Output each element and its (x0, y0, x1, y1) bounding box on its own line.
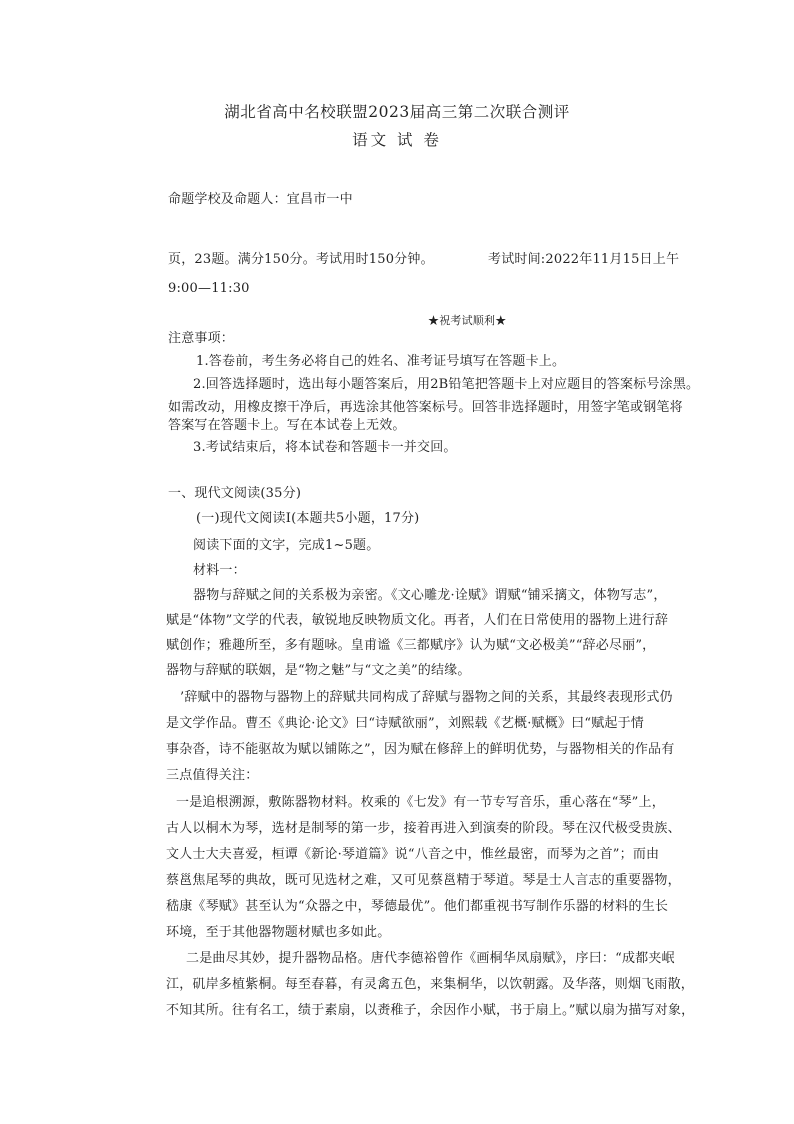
exam-title: 湖北省高中名校联盟2023届高三第二次联合测评 (224, 103, 570, 121)
notice-heading: 注意事项： (168, 331, 235, 346)
exam-time: 考试时间:2022年11月15日上午 (488, 252, 680, 267)
subsection-heading: (一)现代文阅读Ⅰ(本题共5小题，17分) (196, 511, 420, 526)
notice-line: 如需改动，用橡皮擦干净后，再选涂其他答案标号。回答非选择题时，用签字笔或钢笔将 (168, 400, 683, 415)
exam-info: 页，23题。满分150分。考试用时150分钟。 (168, 252, 434, 267)
body-line: 器物与辞赋之间的关系极为亲密。《文心雕龙·诠赋》谓赋“铺采摛文，体物写志”， (193, 588, 667, 603)
body-line: 是文学作品。曹丕《典论·论文》曰“诗赋欲丽”，刘熙载《艺概·赋概》曰“赋起于情 (166, 716, 645, 731)
body-line: 蔡邕焦尾琴的典故，既可见选材之难，又可见蔡邕精于琴道。琴是士人言志的重要器物， (166, 873, 681, 888)
body-line: 文人士大夫喜爱，桓谭《新论·琴道篇》说“八音之中，惟丝最密，而琴为之首”；而由 (166, 847, 660, 862)
body-line: 器物与辞赋的联姻，是“物之魅”与“文之美”的结缘。 (166, 663, 471, 678)
notice-line: 1.答卷前，考生务必将自己的姓名、准考证号填写在答题卡上。 (196, 354, 566, 369)
body-line: 二是曲尽其妙，提升器物品格。唐代李德裕曾作《画桐华凤扇赋》，序曰：“成都夹岷 (186, 951, 675, 966)
body-line: ’辞赋中的器物与器物上的辞赋共同构成了辞赋与器物之间的关系，其最终表现形式仍 (180, 690, 673, 705)
body-line: 一是追根溯源，敷陈器物材料。枚乘的《七发》有一节专写音乐，重心落在“琴”上， (176, 795, 665, 810)
body-line: 不知其所。往有名工，绩于素扇，以赉稚子，余因作小赋，书于扇上。”赋以扇为描写对象， (166, 1003, 695, 1018)
exam-subtitle: 语文 试 卷 (352, 131, 442, 149)
section-heading: 一、现代文阅读(35分) (168, 486, 302, 501)
material-label: 材料一： (193, 563, 246, 578)
notice-line: 答案写在答题卡上。写在本试卷上无效。 (168, 418, 406, 433)
notice-line: 3.考试结束后，将本试卷和答题卡一并交回。 (193, 440, 457, 455)
body-line: 三点值得关注： (166, 768, 259, 783)
body-line: 环境，至于其他器物题材赋也多如此。 (166, 925, 391, 940)
notice-line: 2.回答选择题时，选出每小题答案后，用2B铅笔把答题卡上对应题目的答案标号涂黑。 (193, 377, 700, 392)
body-line: 江，矶岸多植紫桐。每至春暮，有灵禽五色，来集桐华，以饮朝露。及华落，则烟飞雨散， (166, 977, 695, 992)
body-line: 赋创作；雅趣所至，多有题咏。皇甫谧《三都赋序》认为赋“文必极美”“辞必尽丽”， (166, 638, 656, 653)
author-line: 命题学校及命题人：宜昌市一中 (168, 192, 353, 207)
body-line: 嵇康《琴赋》甚至认为“众器之中，琴德最优”。他们都重视书写制作乐器的材料的生长 (166, 899, 669, 914)
body-line: 赋是“体物”文学的代表，敏锐地反映物质文化。再者，人们在日常使用的器物上进行辞 (166, 613, 669, 628)
good-luck-wish: ★祝考试顺利★ (428, 314, 507, 327)
reading-instruction: 阅读下面的文字，完成1~5题。 (193, 538, 380, 553)
body-line: 古人以桐木为琴，选材是制琴的第一步，接着再进入到演奏的阶段。琴在汉代极受贵族、 (166, 821, 681, 836)
body-line: 事杂沓，诗不能驱故为赋以铺陈之”，因为赋在修辞上的鲜明优势，与器物相关的作品有 (166, 742, 675, 757)
exam-time-range: 9:00—11:30 (168, 281, 250, 296)
